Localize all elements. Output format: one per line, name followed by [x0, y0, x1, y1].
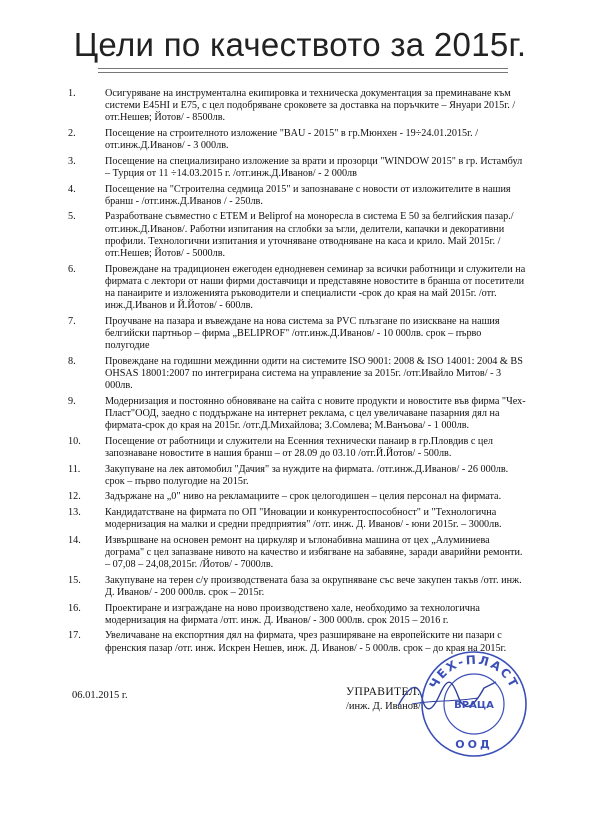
goal-item [0, 603, 600, 627]
goal-number: 13. [68, 506, 81, 518]
goal-text: Проучване на пазара и въвеждане на нова система за PVC плъзгане по изискване на нашия белгийски партньор – фирма „BELIPROF" /отг.инж.Д.Иванов/ - 10 000лв. срок – първо полугодие [105, 315, 500, 352]
goal-number: 7. [68, 315, 76, 327]
goal-item [0, 535, 600, 572]
company-stamp [418, 648, 530, 760]
goal-number: 17. [68, 630, 81, 642]
goal-item [0, 264, 600, 313]
goal-text: Провеждане на традиционен ежегоден еднодневен семинар за всички работници и служители на фирмата с лектори от наши фирми доставчици и представяне новостите в бранша от посетители на панаирите и изложенията ръководители и специалисти -срок до края на май 2015г. /отг. инж.Д.Иванов и Й.Йотов/ - 600лв. [105, 263, 526, 312]
goal-number: 2. [68, 128, 76, 139]
goal-number: 11. [68, 463, 81, 475]
goal-text: Посещение на строителното изложение "BAU - 2015" в гр.Мюнхен - 19÷24.01.2015г. /отг.инж.Д.Иванов/ - 3 000лв. [105, 128, 479, 152]
goal-text: Закупуване на терен с/у производствената база за окрупняване със вече закупен такъв /отг. инж. Д. Иванов/ - 200 000лв. срок – 2015г. [105, 574, 522, 598]
goal-item [0, 575, 600, 599]
goal-number: 8. [68, 355, 76, 367]
goal-item [0, 156, 600, 180]
goal-text: Посещение на специализирано изложение за врати и прозорци "WINDOW 2015" в гр. Истамбул – Турция от 11 ÷14.03.2015 г. /отг.инж.Д.Иванов/ - 2 000лв [105, 155, 523, 179]
goal-number: 12. [68, 491, 81, 503]
goal-text: Кандидатстване на фирмата по ОП "Иновации и конкурентоспособност" и "Технологична модернизация на малки и средни предприятия" /отг. инж. Д. Иванов/ - юни 2015г. – 3000лв. [105, 506, 502, 531]
goal-item [0, 211, 600, 260]
goal-text: Посещение от работници и служители на Есенния технически панаир в гр.Пловдив с цел запознаване новостите в нашия бранш – от 28.09 до 03.10 /отг.Й.Йотов/ - 500лв. [105, 435, 493, 459]
stamp-company-name: ЧЕХ-ПЛАСТ [426, 652, 522, 692]
goal-text: Осигуряване на инструментална екипировка и техническа документация за преминаване към системи Е45HI и Е75, с цел подобряване сроковете за доставка на поръчките – Януари 2015г. /отг.Нешев; Йотов/ - 8500лв. [105, 88, 516, 124]
goal-number: 1. [68, 88, 76, 99]
goal-item [0, 88, 600, 125]
goal-number: 6. [68, 263, 76, 275]
goal-text: Модернизация и постоянно обновяване на сайта с новите продукти и новостите във фирма "Чех-Пласт"ООД, заедно с поддържане на интернет реклама, с цел увеличаване пазарния дял на фирмата-срок до края на 2015г. /отг.Д.Михайлова; З.Сомлева; М.Ванъова/ - 1 000лв. [105, 395, 526, 432]
goal-text: Задържане на „0" ниво на рекламациите – срок целогодишен – целия персонал на фирмата. [105, 491, 502, 503]
goal-text: Закупуване на лек автомобил "Дачия" за нуждите на фирмата. /отг.инж.Д.Иванов/ - 26 000лв. срок – първо полугодие на 2015г. [105, 463, 509, 487]
goal-item [0, 128, 600, 152]
goal-item [0, 396, 600, 433]
goal-text: Проектиране и изграждане на ново производствено хале, необходимо за технологична модернизация на фирмата /отг. инж. Д. Иванов/ - 300 000лв. срок 2015 – 2016 г. [105, 602, 480, 626]
goal-item [0, 184, 600, 208]
goal-number: 16. [68, 602, 81, 614]
goal-text: Увеличаване на експортния дял на фирмата, чрез разширяване на европейските ни пазари с френския пазар /отг. инж. Искрен Нешев, инж. Д. Иванов/ - 5 000лв. срок – до края на 2015г. [105, 630, 507, 654]
goal-text: Разработване съвместно с ЕТЕМ и Beliprof на моноресла в система Е 50 за белгийския пазар./отг.инж.Д.Иванов/. Работни изпитания на сглобки за ъгли, делители, капачки и декоративни профили. Технологични изпитания и уточняване отводняване на каса и крило. Май 2015г. /отг.Нешев; Йотов/ - 5000лв. [105, 211, 514, 259]
goal-item [0, 491, 600, 503]
goal-item [0, 436, 600, 460]
goal-item [0, 316, 600, 353]
title-underline-second [98, 72, 508, 73]
svg-text:ЧЕХ-ПЛАСТ [427, 653, 522, 691]
goal-number: 5. [68, 211, 76, 223]
document-date: 06.01.2015 г. [72, 690, 128, 701]
signatory-title: УПРАВИТЕЛ: [346, 686, 421, 698]
stamp-city: ВРАЦА [454, 700, 494, 711]
goal-number: 15. [68, 574, 81, 586]
goal-item [0, 356, 600, 393]
goals-list [0, 88, 600, 658]
goal-text: Провеждане на годишни междинни одити на системите ISO 9001: 2008 & ISO 14001: 2004 & BS OHSAS 18001:2007 по интегрирана система на управление за 2015г. /отг.Ивайло Митов/ - 3 000лв. [105, 355, 523, 392]
goal-text: Извършване на основен ремонт на циркуляр и ъглонабивна машина от цех „Алуминиева дограма" с цел запазване нивото на качество и избягване на забавяне, заради аварийни ремонти. – 07,08 – 24,08,2015г. /Йотов/ - 7000лв. [105, 534, 523, 571]
goal-number: 14. [68, 534, 81, 546]
goal-number: 3. [68, 155, 76, 167]
title-underline [98, 68, 508, 69]
stamp-company-type: ООД [455, 738, 493, 751]
goal-item [0, 464, 600, 488]
signatory-name: /инж. Д. Иванов/ [346, 701, 421, 712]
goal-number: 10. [68, 435, 81, 447]
goal-number: 9. [68, 395, 76, 407]
goal-item [0, 507, 600, 531]
goal-text: Посещение на "Строителна седмица 2015" и запознаване с новости от изложителите в нашия бранш - /отг.инж.Д.Иванов / - 250лв. [105, 183, 511, 207]
page-title: Цели по качеството за 2015г. [73, 26, 527, 63]
goal-number: 4. [68, 183, 76, 195]
